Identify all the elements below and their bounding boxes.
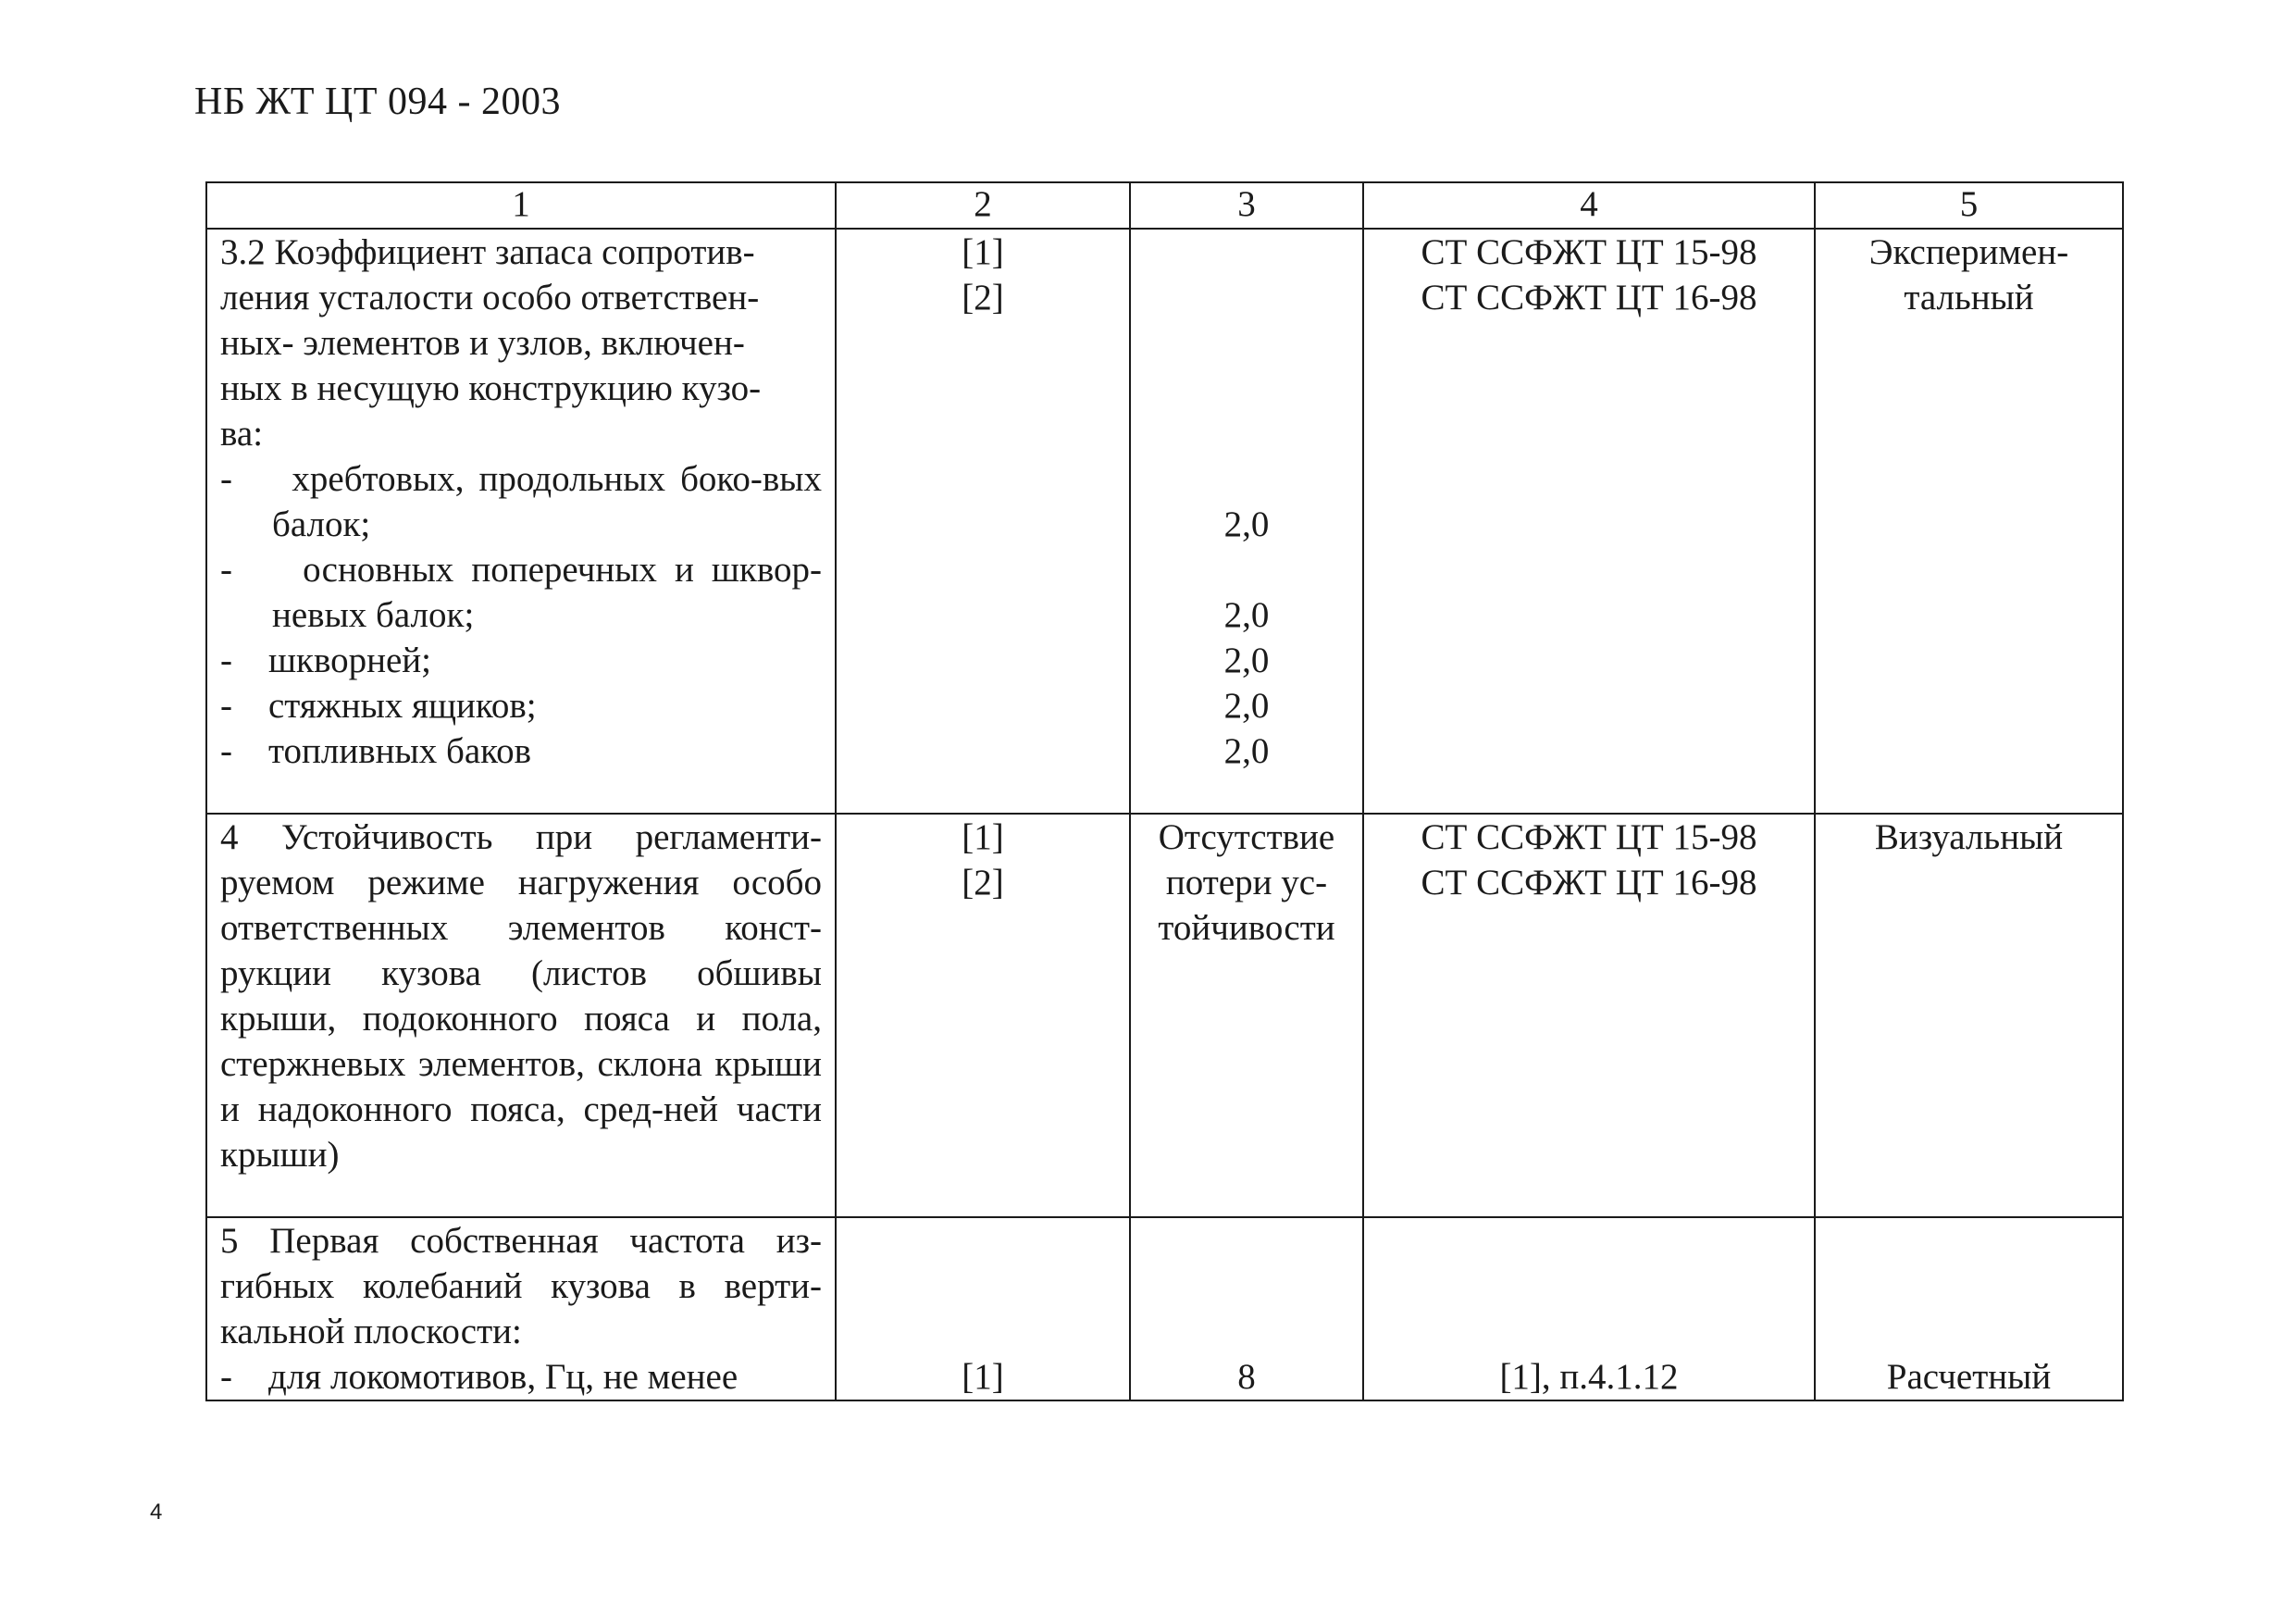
standard: [1], п.4.1.12 <box>1499 1357 1679 1397</box>
value: 2,0 <box>1223 731 1270 771</box>
reference-cell <box>836 1217 1130 1400</box>
column-number: 3 <box>1130 182 1363 229</box>
parameter-description: 4 Устойчивость при регламенти-руемом режиме нагружения особо ответственных элементов конст-рукции кузова (листов обшивы крыши, подоконного пояса и пола, стержневых элементов, склона крыши и надоконного пояса, сред-ней части крыши) <box>220 817 822 1175</box>
parameter-title <box>220 230 822 456</box>
reference: [2] <box>962 278 1004 317</box>
value: 2,0 <box>1223 641 1270 680</box>
standard: СТ ССФЖТ ЦТ 16-98 <box>1421 863 1757 902</box>
parameter-cell <box>206 229 836 814</box>
title-line: 3.2 Коэффициент запаса сопротив- <box>220 232 755 272</box>
parameter-cell <box>206 1217 836 1400</box>
page-number: 4 <box>150 1500 163 1525</box>
reference: [2] <box>962 863 1004 902</box>
method-cell <box>1815 229 2123 814</box>
value-cell <box>1130 1217 1363 1400</box>
table-row <box>206 814 2123 1217</box>
list-item: - стяжных ящиков; <box>220 686 537 726</box>
method: Расчетный <box>1886 1357 2052 1397</box>
method-cell <box>1815 814 2123 1217</box>
column-number: 1 <box>206 182 836 229</box>
standard: СТ ССФЖТ ЦТ 16-98 <box>1421 278 1757 317</box>
list-item: - основных поперечных и шквор-невых балок; <box>220 550 822 635</box>
value: 8 <box>1237 1357 1256 1397</box>
title-line: ва: <box>220 414 264 454</box>
standard-cell <box>1363 229 1815 814</box>
method-cell <box>1815 1217 2123 1400</box>
value-cell <box>1130 229 1363 814</box>
column-number: 5 <box>1815 182 2123 229</box>
title-line: ных- элементов и узлов, включен- <box>220 323 745 363</box>
column-number-row <box>206 182 2123 229</box>
list-item: - топливных баков <box>220 731 532 771</box>
table-row <box>206 229 2123 814</box>
standard-cell <box>1363 814 1815 1217</box>
reference-cell <box>836 229 1130 814</box>
standard: СТ ССФЖТ ЦТ 15-98 <box>1421 232 1757 272</box>
method: Визуальный <box>1874 817 2064 857</box>
requirements-table <box>205 181 2124 1401</box>
list-item: - шкворней; <box>220 641 432 680</box>
column-number: 2 <box>836 182 1130 229</box>
parameter-description: 5 Первая собственная частота из-гибных колебаний кузова в верти-кальной плоскости: <box>220 1221 822 1351</box>
list-item: - хребтовых, продольных боко-вых балок; <box>220 459 822 544</box>
reference-cell <box>836 814 1130 1217</box>
title-line: ных в несущую конструкцию кузо- <box>220 368 762 408</box>
value: 2,0 <box>1223 686 1270 726</box>
method: Эксперимен-тальный <box>1868 232 2069 317</box>
title-line: ления усталости особо ответствен- <box>220 278 760 317</box>
standard: СТ ССФЖТ ЦТ 15-98 <box>1421 817 1757 857</box>
value: Отсутствие потери ус-тойчивости <box>1158 817 1335 948</box>
value-cell <box>1130 814 1363 1217</box>
reference: [1] <box>962 817 1004 857</box>
table-row <box>206 1217 2123 1400</box>
column-number: 4 <box>1363 182 1815 229</box>
document-code: НБ ЖТ ЦТ 094 - 2003 <box>194 81 561 123</box>
list-item: - для локомотивов, Гц, не менее <box>220 1357 738 1397</box>
reference: [1] <box>962 1357 1004 1397</box>
parameter-cell <box>206 814 836 1217</box>
value: 2,0 <box>1223 595 1270 635</box>
standard-cell <box>1363 1217 1815 1400</box>
reference: [1] <box>962 232 1004 272</box>
value: 2,0 <box>1223 504 1270 544</box>
